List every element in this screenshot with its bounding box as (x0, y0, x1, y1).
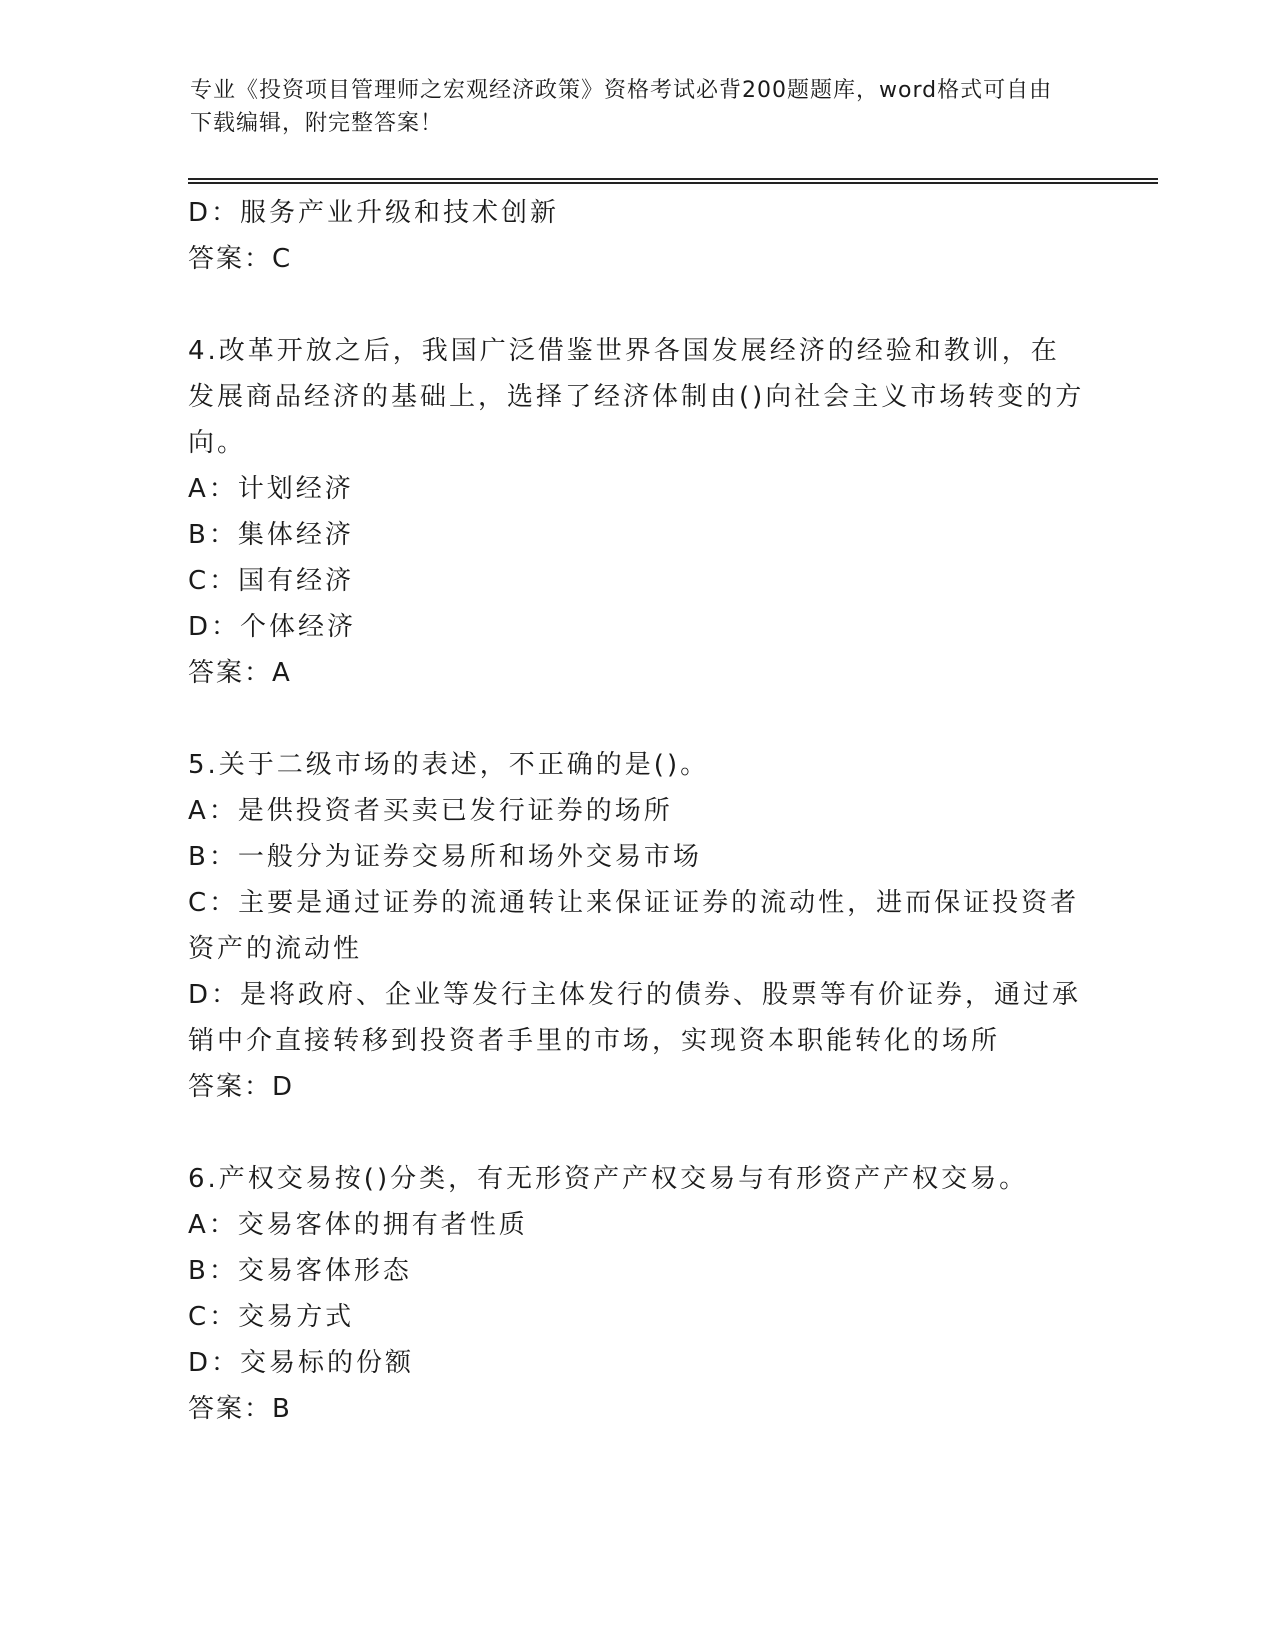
question-list (188, 190, 1088, 1432)
option-c: C：主要是通过证券的流通转让来保证证券的流动性，进而保证投资者资产的流动性 (188, 888, 1080, 964)
answer-label: 答案： (188, 1072, 273, 1102)
document-header: 专业《投资项目管理师之宏观经济政策》资格考试必背200题题库，word格式可自由下载编辑，附完整答案！ (190, 78, 1053, 136)
answer-value: D (272, 1072, 295, 1102)
question-block (188, 190, 1088, 282)
answer-value: A (272, 658, 292, 688)
answer-value: B (272, 1394, 292, 1424)
option-a: A：是供投资者买卖已发行证券的场所 (188, 796, 673, 826)
option-c: C：国有经济 (188, 566, 355, 596)
option-d: D：是将政府、企业等发行主体发行的债券、股票等有价证券，通过承销中介直接转移到投资者手里的市场，实现资本职能转化的场所 (188, 980, 1082, 1056)
answer-label: 答案： (188, 244, 273, 274)
option-b: B：一般分为证券交易所和场外交易市场 (188, 842, 702, 872)
option-d: D：交易标的份额 (188, 1348, 415, 1378)
option-a: A：计划经济 (188, 474, 354, 504)
answer-label: 答案： (188, 1394, 273, 1424)
question-text: 6.产权交易按()分类，有无形资产产权交易与有形资产产权交易。 (188, 1164, 1029, 1194)
option-b: B：集体经济 (188, 520, 354, 550)
question-block (188, 1156, 1088, 1432)
option-b: B：交易客体形态 (188, 1256, 412, 1286)
option-d: D：服务产业升级和技术创新 (188, 198, 560, 228)
question-text: 5.关于二级市场的表述，不正确的是()。 (188, 750, 710, 780)
answer-line (188, 1064, 1088, 1110)
answer-line (188, 236, 1088, 282)
question-block (188, 742, 1088, 1110)
answer-line (188, 650, 1088, 696)
question-text: 4.改革开放之后，我国广泛借鉴世界各国发展经济的经验和教训，在发展商品经济的基础上，选择了经济体制由()向社会主义市场转变的方向。 (188, 336, 1085, 458)
answer-line (188, 1386, 1088, 1432)
option-c: C：交易方式 (188, 1302, 355, 1332)
option-a: A：交易客体的拥有者性质 (188, 1210, 528, 1240)
option-d: D：个体经济 (188, 612, 357, 642)
header-divider (188, 178, 1158, 184)
answer-value: C (272, 244, 293, 274)
question-block (188, 328, 1088, 696)
answer-label: 答案： (188, 658, 273, 688)
